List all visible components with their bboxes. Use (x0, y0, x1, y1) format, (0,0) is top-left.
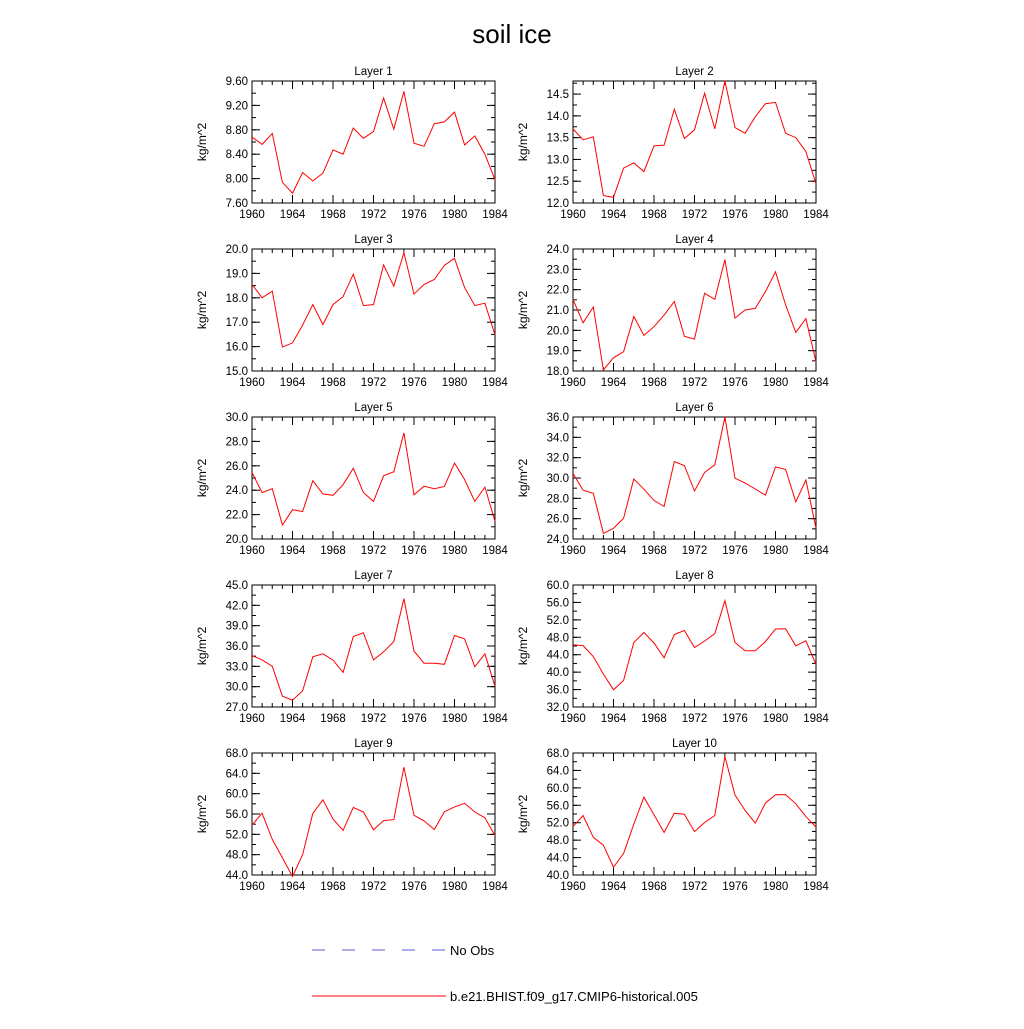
y-tick-label: 44.0 (225, 870, 248, 882)
series-line (252, 767, 495, 876)
x-tick-label: 1976 (722, 209, 748, 221)
x-tick-label: 1976 (401, 881, 427, 893)
x-tick-label: 1960 (239, 881, 265, 893)
plot-frame (573, 417, 816, 539)
x-tick-label: 1964 (279, 377, 306, 389)
x-tick-label: 1968 (641, 545, 667, 557)
series-line (573, 417, 816, 533)
y-tick-label: 21.0 (546, 305, 569, 317)
y-tick-label: 28.0 (546, 493, 569, 506)
x-tick-label: 1964 (600, 881, 627, 893)
y-axis-label: kg/m^2 (195, 458, 209, 498)
x-tick-label: 1968 (320, 881, 346, 893)
x-tick-label: 1980 (441, 713, 468, 725)
y-tick-label: 33.0 (225, 661, 248, 674)
x-tick-label: 1984 (803, 209, 829, 221)
y-tick-label: 30.0 (546, 473, 569, 485)
y-tick-label: 34.0 (546, 432, 569, 445)
y-tick-label: 12.5 (546, 176, 569, 189)
y-tick-label: 24.0 (225, 485, 248, 498)
x-tick-label: 1980 (762, 377, 789, 389)
chart-panel (195, 570, 508, 725)
x-tick-label: 1972 (681, 545, 708, 557)
x-tick-label: 1960 (239, 713, 265, 725)
y-tick-label: 39.0 (225, 620, 248, 633)
x-tick-label: 1984 (482, 881, 508, 893)
x-tick-label: 1960 (560, 209, 586, 221)
panel-title: Layer 6 (675, 402, 714, 414)
y-tick-label: 30.0 (225, 412, 248, 424)
x-tick-label: 1980 (441, 377, 468, 389)
y-axis-label: kg/m^2 (195, 794, 209, 834)
y-tick-label: 48.0 (546, 632, 569, 645)
series-line (573, 757, 816, 868)
legend-label-model: b.e21.BHIST.f09_g17.CMIP6-historical.005 (450, 989, 698, 1004)
x-tick-label: 1976 (722, 545, 748, 557)
x-tick-label: 1972 (360, 377, 387, 389)
y-tick-label: 19.0 (546, 345, 569, 358)
legend (312, 943, 698, 1004)
x-tick-label: 1968 (641, 377, 667, 389)
x-tick-label: 1964 (600, 545, 627, 557)
y-axis-label: kg/m^2 (516, 626, 530, 666)
x-tick-label: 1984 (803, 545, 829, 557)
panel-title: Layer 5 (354, 402, 393, 414)
chart-panels (195, 66, 829, 893)
y-tick-label: 44.0 (546, 852, 569, 865)
x-tick-label: 1972 (681, 377, 708, 389)
x-tick-label: 1972 (681, 713, 708, 725)
y-tick-label: 56.0 (546, 800, 569, 813)
y-axis-label: kg/m^2 (195, 626, 209, 666)
plot-frame (573, 249, 816, 371)
y-tick-label: 9.60 (225, 76, 248, 88)
y-tick-label: 64.0 (225, 768, 248, 781)
x-tick-label: 1968 (641, 881, 667, 893)
y-tick-label: 60.0 (225, 788, 248, 801)
x-tick-label: 1976 (722, 377, 748, 389)
y-axis-label: kg/m^2 (516, 458, 530, 498)
x-tick-label: 1964 (600, 209, 627, 221)
x-tick-label: 1960 (560, 713, 586, 725)
x-tick-label: 1968 (641, 209, 667, 221)
x-tick-label: 1972 (360, 713, 387, 725)
series-line (573, 260, 816, 370)
x-tick-label: 1984 (803, 377, 829, 389)
panel-title: Layer 2 (675, 66, 714, 78)
x-tick-label: 1964 (279, 209, 306, 221)
series-line (252, 599, 495, 701)
y-tick-label: 24.0 (546, 534, 569, 546)
x-tick-label: 1964 (600, 377, 627, 389)
series-line (252, 433, 495, 525)
y-tick-label: 52.0 (546, 614, 569, 627)
x-tick-label: 1960 (560, 545, 586, 557)
y-tick-label: 26.0 (546, 513, 569, 526)
y-tick-label: 36.0 (546, 412, 569, 424)
x-tick-label: 1984 (803, 881, 829, 893)
series-line (252, 91, 495, 193)
y-tick-label: 8.40 (225, 149, 248, 162)
y-tick-label: 60.0 (546, 580, 569, 592)
chart-panel (195, 738, 508, 893)
y-tick-label: 14.0 (546, 110, 569, 123)
panel-title: Layer 9 (354, 738, 393, 750)
y-tick-label: 16.0 (225, 341, 248, 354)
x-tick-label: 1984 (482, 209, 508, 221)
y-tick-label: 45.0 (225, 580, 248, 592)
x-tick-label: 1968 (320, 209, 346, 221)
y-tick-label: 27.0 (225, 702, 248, 714)
chart-panel (195, 66, 508, 221)
plot-frame (252, 249, 495, 371)
y-tick-label: 22.0 (546, 284, 569, 297)
x-tick-label: 1968 (320, 545, 346, 557)
chart-panel (516, 570, 829, 725)
y-tick-label: 8.00 (225, 173, 248, 186)
x-tick-label: 1980 (762, 881, 789, 893)
plot-frame (252, 753, 495, 875)
chart-panel (516, 66, 829, 221)
x-tick-label: 1980 (441, 209, 468, 221)
x-tick-label: 1972 (360, 545, 387, 557)
x-tick-label: 1972 (681, 209, 708, 221)
y-tick-label: 64.0 (546, 765, 569, 778)
chart-panel (516, 738, 829, 893)
y-tick-label: 22.0 (225, 509, 248, 522)
y-tick-label: 20.0 (225, 534, 248, 546)
y-tick-label: 36.0 (546, 684, 569, 697)
y-tick-label: 26.0 (225, 460, 248, 473)
y-tick-label: 40.0 (546, 667, 569, 680)
y-tick-label: 36.0 (225, 641, 248, 653)
y-tick-label: 44.0 (546, 649, 569, 662)
x-tick-label: 1968 (641, 713, 667, 725)
x-tick-label: 1976 (722, 881, 748, 893)
x-tick-label: 1976 (401, 713, 427, 725)
y-tick-label: 13.0 (546, 154, 569, 167)
series-line (252, 253, 495, 347)
x-tick-label: 1980 (762, 545, 789, 557)
y-tick-label: 32.0 (546, 702, 569, 714)
y-tick-label: 18.0 (546, 366, 569, 378)
y-tick-label: 18.0 (225, 292, 248, 305)
x-tick-label: 1984 (482, 713, 508, 725)
series-line (573, 81, 816, 197)
y-tick-label: 9.20 (225, 100, 248, 113)
x-tick-label: 1960 (239, 545, 265, 557)
x-tick-label: 1976 (401, 545, 427, 557)
y-axis-label: kg/m^2 (516, 122, 530, 162)
x-tick-label: 1976 (401, 209, 427, 221)
y-tick-label: 48.0 (546, 835, 569, 848)
chart-panel (516, 402, 829, 557)
y-tick-label: 42.0 (225, 600, 248, 613)
figure-title: soil ice (472, 19, 552, 49)
y-axis-label: kg/m^2 (195, 122, 209, 162)
x-tick-label: 1968 (320, 713, 346, 725)
x-tick-label: 1984 (482, 377, 508, 389)
x-tick-label: 1968 (320, 377, 346, 389)
y-tick-label: 48.0 (225, 849, 248, 862)
y-tick-label: 20.0 (225, 244, 248, 256)
panel-title: Layer 10 (672, 738, 717, 750)
x-tick-label: 1984 (482, 545, 508, 557)
x-tick-label: 1964 (279, 713, 306, 725)
y-axis-label: kg/m^2 (516, 290, 530, 330)
panel-title: Layer 7 (354, 570, 393, 582)
x-tick-label: 1976 (401, 377, 427, 389)
panel-title: Layer 8 (675, 570, 714, 582)
panel-title: Layer 4 (675, 234, 714, 246)
plot-frame (573, 585, 816, 707)
x-tick-label: 1964 (279, 881, 306, 893)
plot-frame (573, 753, 816, 875)
x-tick-label: 1976 (722, 713, 748, 725)
y-tick-label: 40.0 (546, 870, 569, 882)
x-tick-label: 1972 (360, 881, 387, 893)
y-tick-label: 30.0 (225, 681, 248, 694)
y-tick-label: 12.0 (546, 198, 569, 210)
x-tick-label: 1960 (239, 377, 265, 389)
y-tick-label: 56.0 (225, 809, 248, 821)
panel-title: Layer 3 (354, 234, 393, 246)
plot-frame (573, 81, 816, 203)
x-tick-label: 1980 (441, 881, 468, 893)
y-axis-label: kg/m^2 (516, 794, 530, 834)
chart-panel (195, 402, 508, 557)
x-tick-label: 1960 (560, 881, 586, 893)
y-tick-label: 52.0 (225, 829, 248, 842)
x-tick-label: 1984 (803, 713, 829, 725)
x-tick-label: 1980 (441, 545, 468, 557)
y-tick-label: 17.0 (225, 317, 248, 330)
y-tick-label: 8.80 (225, 124, 248, 137)
y-tick-label: 28.0 (225, 436, 248, 449)
x-tick-label: 1960 (560, 377, 586, 389)
plot-frame (252, 585, 495, 707)
x-tick-label: 1964 (279, 545, 306, 557)
chart-panel (195, 234, 508, 389)
y-tick-label: 56.0 (546, 597, 569, 610)
y-tick-label: 52.0 (546, 817, 569, 830)
legend-label-no-obs: No Obs (450, 943, 495, 958)
plot-frame (252, 81, 495, 203)
y-tick-label: 14.5 (546, 89, 569, 102)
y-tick-label: 13.5 (546, 132, 569, 145)
y-tick-label: 15.0 (225, 366, 248, 378)
y-tick-label: 19.0 (225, 268, 248, 281)
x-tick-label: 1964 (600, 713, 627, 725)
x-tick-label: 1960 (239, 209, 265, 221)
y-tick-label: 23.0 (546, 264, 569, 277)
chart-panel (516, 234, 829, 389)
x-tick-label: 1980 (762, 209, 789, 221)
x-tick-label: 1972 (681, 881, 708, 893)
y-tick-label: 32.0 (546, 452, 569, 465)
y-tick-label: 68.0 (546, 748, 569, 760)
y-tick-label: 60.0 (546, 782, 569, 795)
y-tick-label: 20.0 (546, 325, 569, 338)
y-tick-label: 24.0 (546, 244, 569, 256)
panel-title: Layer 1 (354, 66, 393, 78)
x-tick-label: 1980 (762, 713, 789, 725)
plot-frame (252, 417, 495, 539)
y-tick-label: 7.60 (225, 198, 248, 210)
series-line (573, 601, 816, 690)
y-tick-label: 68.0 (225, 748, 248, 760)
x-tick-label: 1972 (360, 209, 387, 221)
y-axis-label: kg/m^2 (195, 290, 209, 330)
